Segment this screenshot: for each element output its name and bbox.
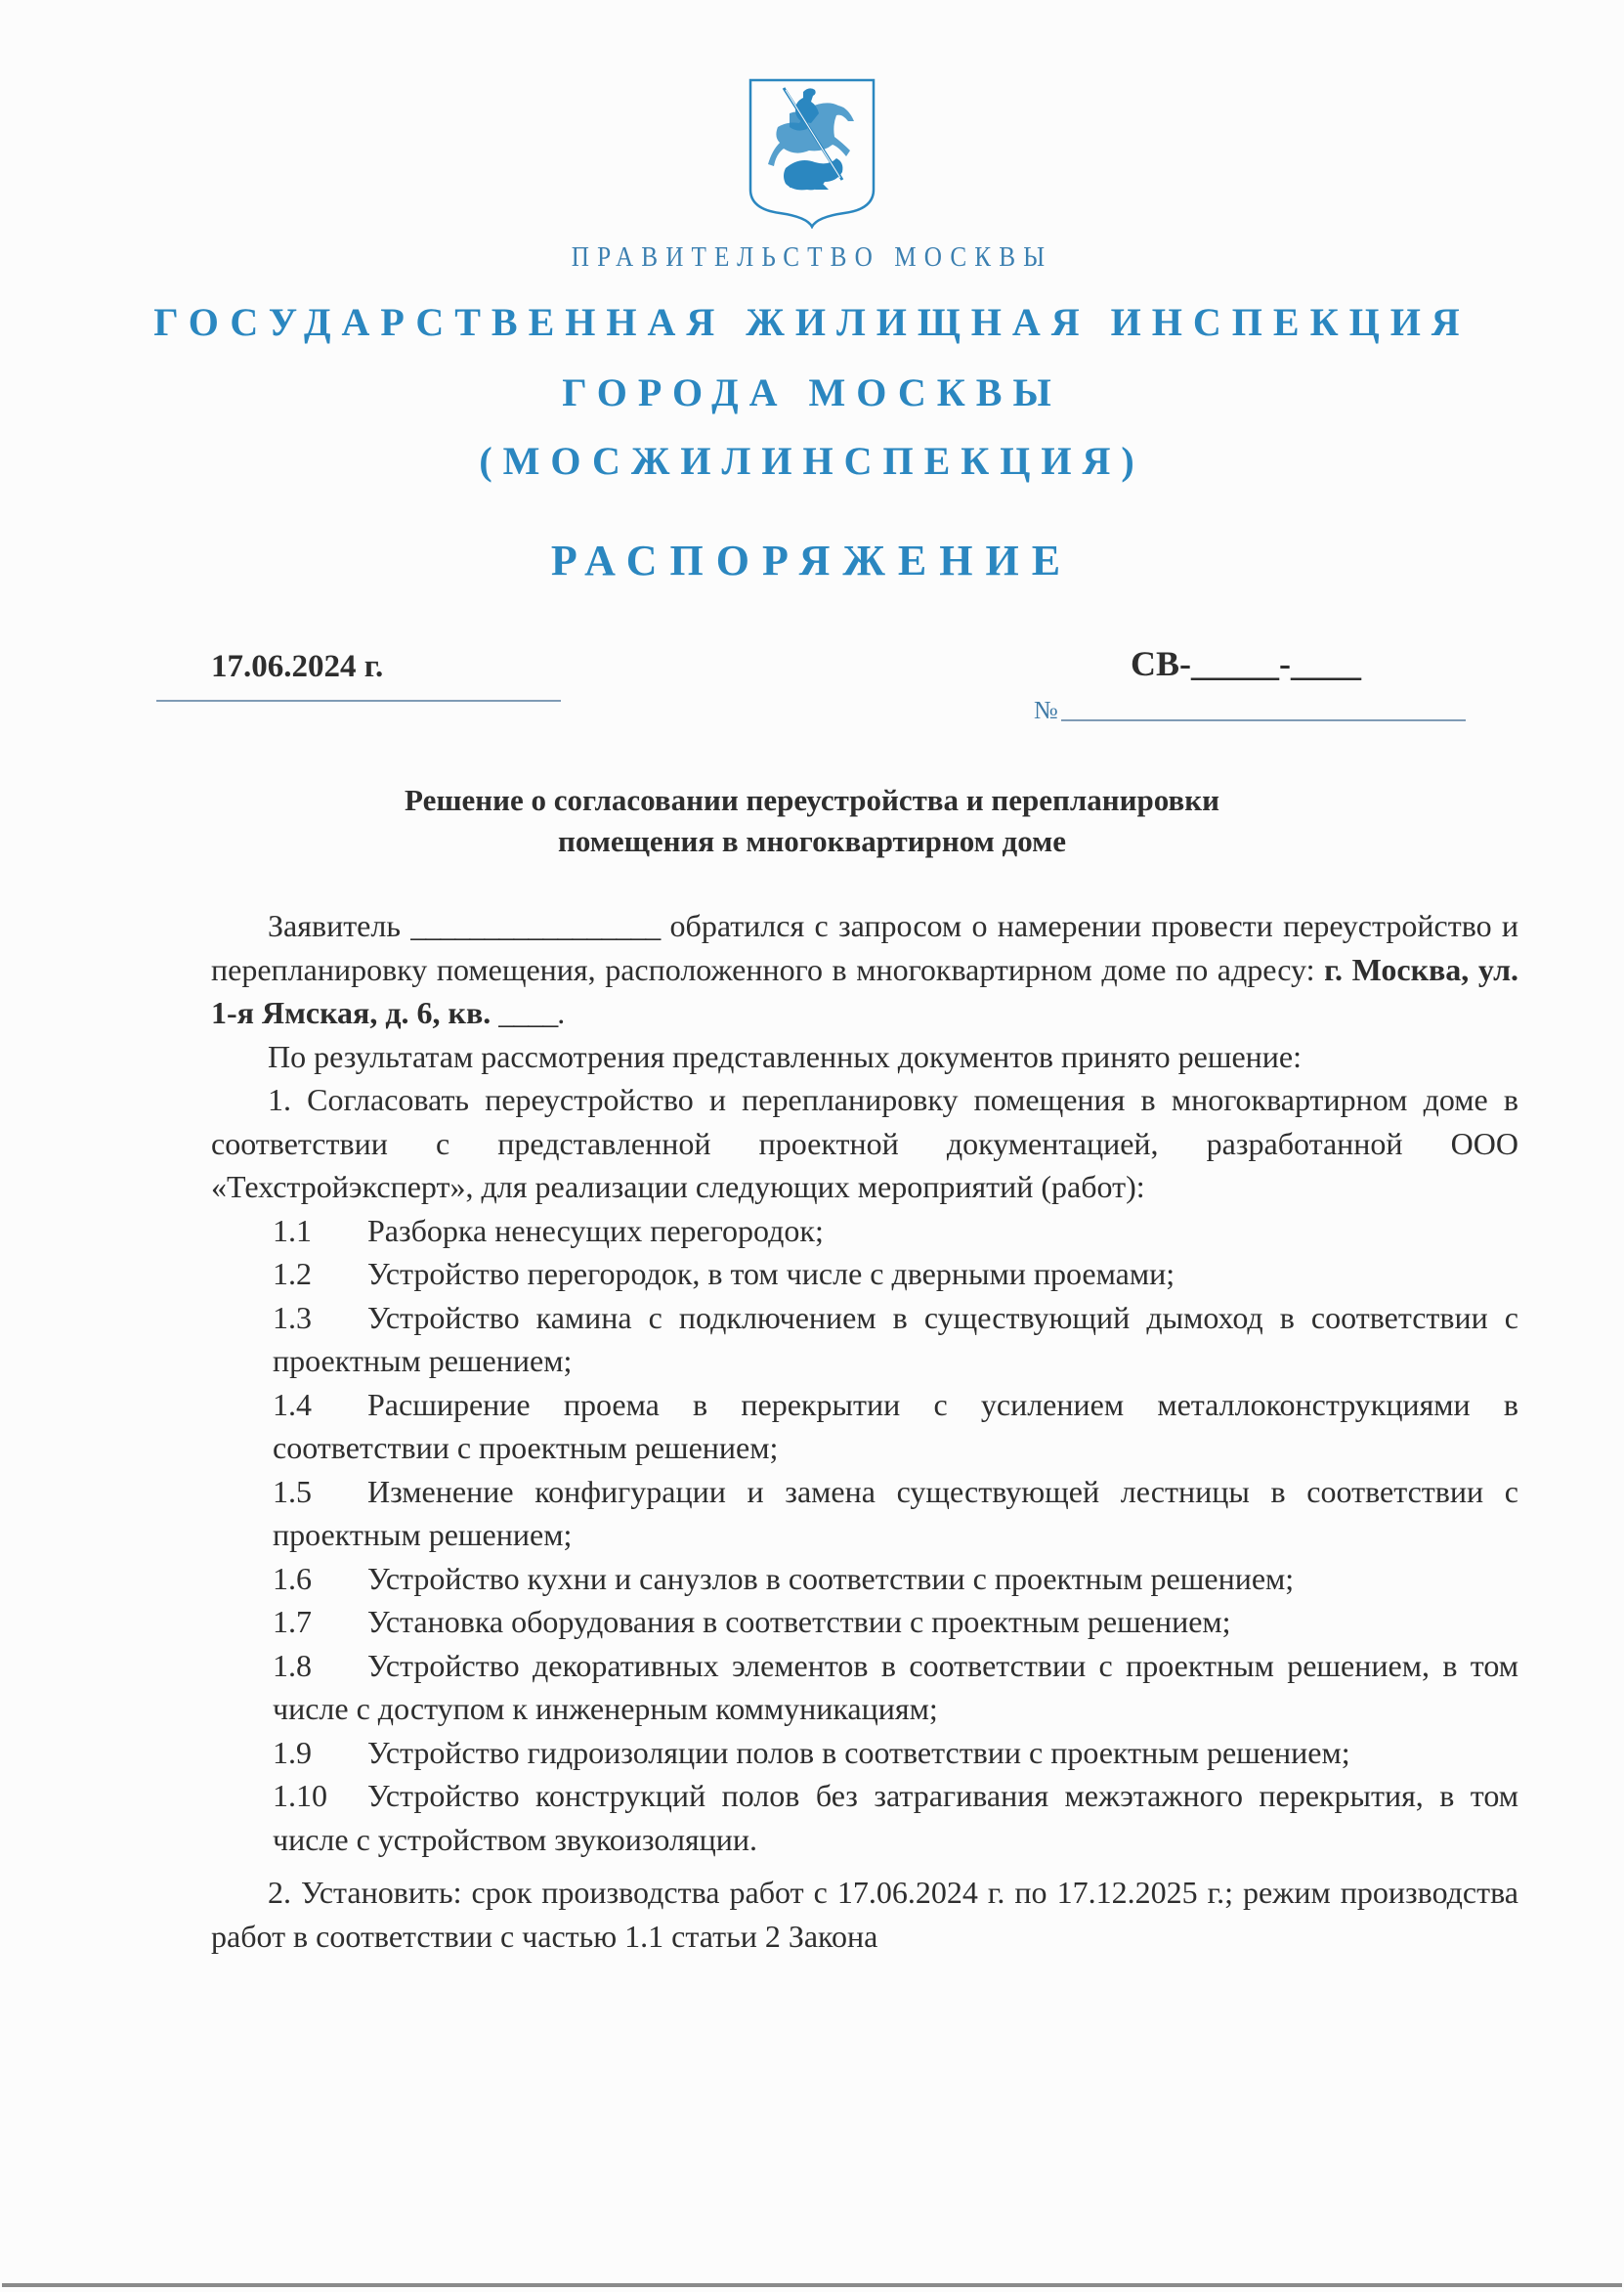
subitem-number: 1.2 [273, 1256, 312, 1291]
subitem [273, 1470, 1518, 1557]
org-name-abbreviation: (МОСЖИЛИНСПЕКЦИЯ) [479, 439, 1145, 483]
subitem [273, 1557, 1518, 1601]
subitem-text: Устройство перегородок, в том числе с дверными проемами; [367, 1256, 1175, 1291]
document-title [0, 780, 1624, 862]
org-name-line2: ГОРОДА МОСКВЫ [562, 370, 1062, 414]
document-number: СВ-_____-____ [1131, 644, 1361, 683]
applicant-text: обратился с запросом о намерении провести переустройство и перепланировку помещения, расположенного в многоквартирном доме по адресу: [211, 908, 1519, 987]
page-bottom-edge [2, 2283, 1622, 2287]
subitem-number: 1.7 [273, 1604, 312, 1639]
subitem [273, 1296, 1518, 1383]
subitem [273, 1774, 1518, 1861]
applicant-blank: _________________ [410, 908, 661, 943]
subitem [273, 1731, 1518, 1775]
document-date: 17.06.2024 г. [211, 649, 384, 684]
subitem-number: 1.4 [273, 1386, 312, 1422]
date-underline [156, 700, 561, 702]
address: г. Москва, ул. 1-я Ямская, д. 6, кв. [211, 951, 1519, 1030]
subitem-number: 1.5 [273, 1473, 312, 1509]
number-underline [1061, 719, 1466, 721]
applicant-label: Заявитель [268, 908, 401, 943]
subitem-text: Устройство камина с подключением в существующий дымоход в соответствии с проектным решением; [273, 1299, 1518, 1378]
org-name-line1: ГОСУДАРСТВЕННАЯ ЖИЛИЩНАЯ ИНСПЕКЦИЯ [153, 300, 1471, 344]
subitem-number: 1.10 [273, 1778, 327, 1813]
subitem [273, 1383, 1518, 1470]
title-line2: помещения в многоквартирном доме [558, 824, 1066, 858]
item-2: 2. Установить: срок производства работ с 17.06.2024 г. по 17.12.2025 г.; режим производства работ в соответствии с частью 1.1 статьи 2 Закона [211, 1875, 1518, 1954]
subitem [273, 1209, 1518, 1253]
subitem-number: 1.1 [273, 1212, 312, 1248]
document-body [211, 904, 1518, 1958]
apartment-blank: ____ [498, 995, 558, 1030]
subitem-text: Разборка ненесущих перегородок; [367, 1212, 824, 1248]
item-1: 1. Согласовать переустройство и перепланировку помещения в многоквартирном доме в соответствии с представленной проектной документацией, разработанной ООО «Техстройэксперт», для реализации следующих мероприятий (работ): [211, 1082, 1518, 1204]
decision-intro: По результатам рассмотрения представленных документов принято решение: [268, 1038, 1302, 1074]
subitem-text: Расширение проема в перекрытии с усилением металлоконструкциями в соответствии с проектным решением; [273, 1386, 1518, 1465]
subitem-text: Устройство конструкций полов без затрагивания межэтажного перекрытия, в том числе с устройством звукоизоляции. [273, 1778, 1518, 1857]
subitem-text: Установка оборудования в соответствии с проектным решением; [367, 1604, 1231, 1639]
number-sign: № [1034, 696, 1058, 724]
document-type: РАСПОРЯЖЕНИЕ [550, 537, 1074, 584]
subitem-text: Устройство декоративных элементов в соответствии с проектным решением, в том числе с доступом к инженерным коммуникациям; [273, 1647, 1518, 1726]
subitem-number: 1.3 [273, 1299, 312, 1335]
subitem [273, 1644, 1518, 1731]
moscow-coat-of-arms-icon [747, 74, 877, 229]
government-heading: ПРАВИТЕЛЬСТВО МОСКВЫ [571, 242, 1053, 273]
subitem-number: 1.9 [273, 1734, 312, 1770]
title-line1: Решение о согласовании переустройства и перепланировки [405, 783, 1219, 817]
subitem-text: Устройство кухни и санузлов в соответствии с проектным решением; [367, 1560, 1295, 1596]
subitem-text: Изменение конфигурации и замена существующей лестницы в соответствии с проектным решением; [273, 1473, 1518, 1552]
subitem-number: 1.6 [273, 1560, 312, 1596]
subitems-list [211, 1209, 1518, 1862]
subitem-number: 1.8 [273, 1647, 312, 1683]
subitem-text: Устройство гидроизоляции полов в соответствии с проектным решением; [367, 1734, 1350, 1770]
applicant-paragraph [211, 904, 1518, 1035]
subitem [273, 1252, 1518, 1296]
subitem [273, 1600, 1518, 1644]
address-end: . [557, 995, 566, 1030]
